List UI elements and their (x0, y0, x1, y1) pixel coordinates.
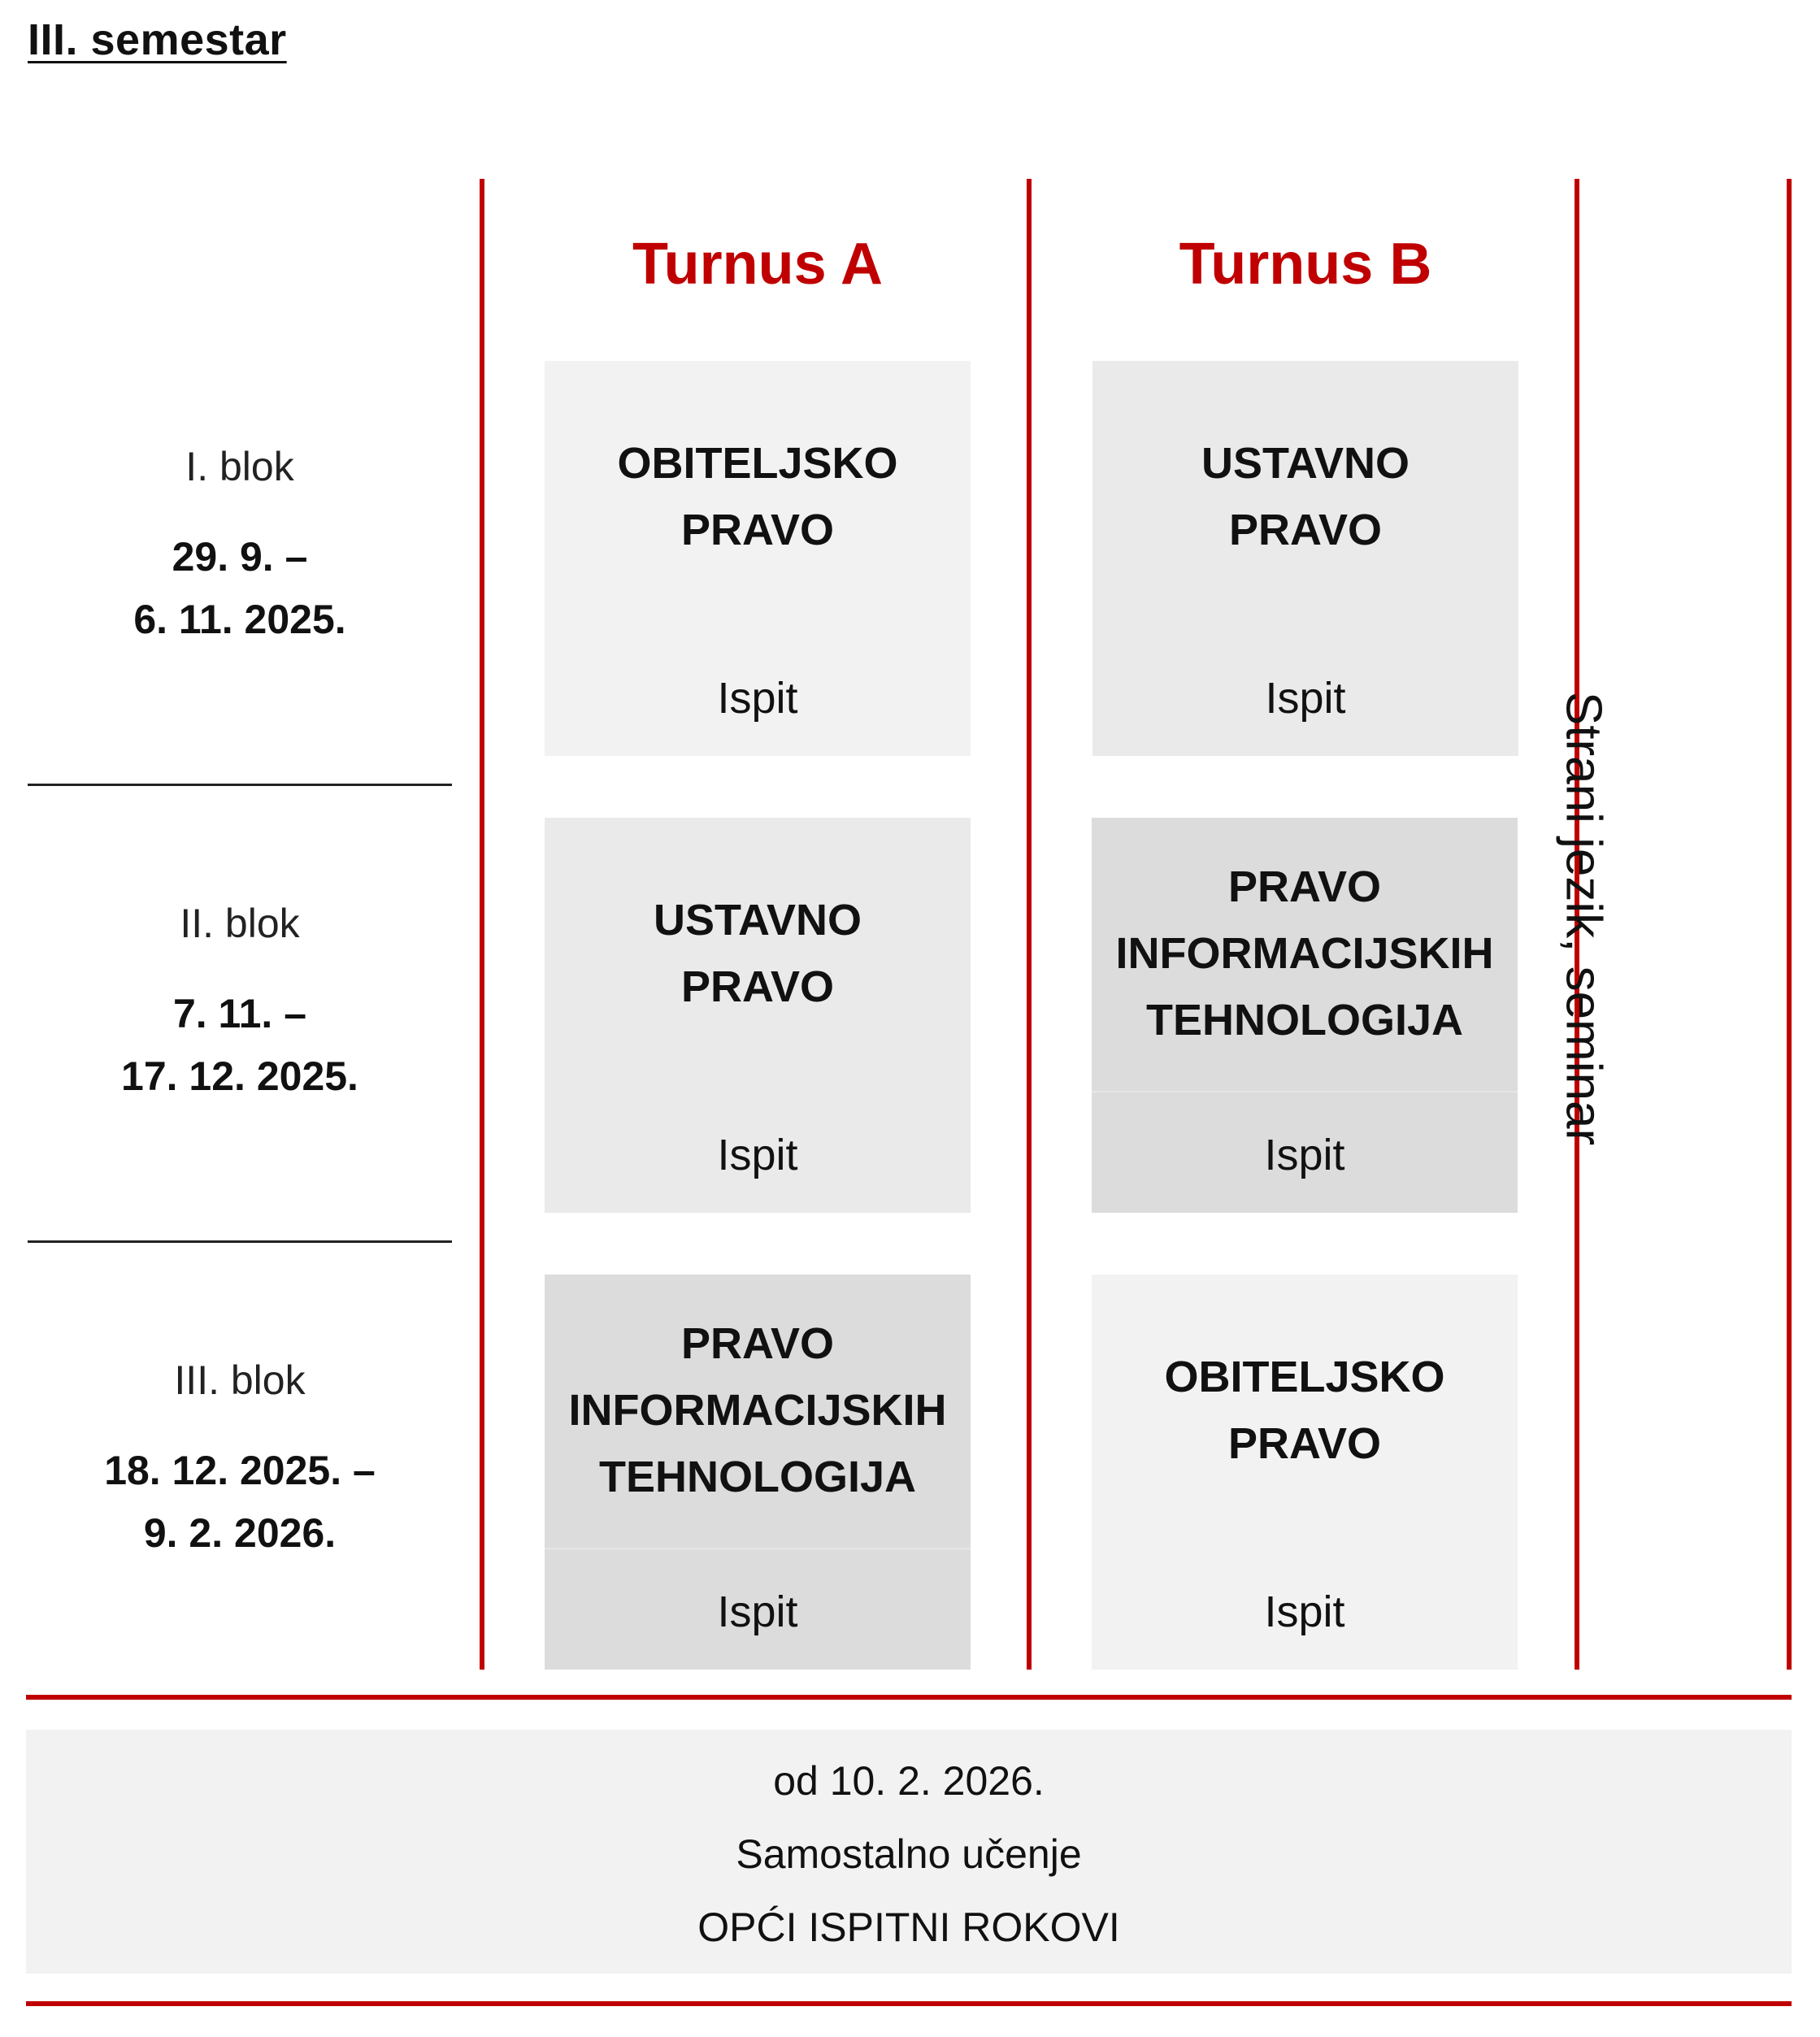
exam-label: Ispit (1264, 1131, 1345, 1179)
block-separator (28, 784, 452, 786)
course-card-a3 (545, 1275, 971, 1670)
course-title-line: TEHNOLOGIJA (598, 1453, 917, 1501)
card-divider (545, 1548, 971, 1549)
column-header-turnus-a: Turnus A (632, 232, 883, 297)
course-card-a1 (545, 361, 971, 756)
course-title (545, 887, 971, 1020)
block-name: III. blok (174, 1357, 306, 1403)
column-divider (480, 179, 484, 1670)
course-title-line: OBITELJSKO (617, 439, 898, 488)
course-title-line: USTAVNO (654, 896, 862, 945)
block-label-3 (28, 1357, 452, 1565)
course-title-line: OBITELJSKO (1164, 1353, 1445, 1401)
course-title (1092, 1344, 1518, 1477)
course-title (545, 1310, 971, 1510)
block-name: I. blok (185, 444, 294, 489)
block-date-to: 9. 2. 2026. (143, 1510, 337, 1556)
bottom-exams: OPĆI ISPITNI ROKOVI (697, 1905, 1120, 1950)
block-date-from: 29. 9. – (172, 534, 308, 580)
side-label: Strani jezik, seminar (1555, 691, 1612, 1146)
course-title-line: PRAVO (680, 1319, 835, 1368)
course-title (1092, 430, 1518, 563)
course-card-b1 (1092, 361, 1518, 756)
exam-label: Ispit (717, 1131, 798, 1179)
block-separator (28, 1240, 452, 1243)
course-card-b3 (1092, 1275, 1518, 1670)
block-label-2 (28, 900, 452, 1108)
course-title (545, 430, 971, 563)
exam-label: Ispit (717, 1587, 798, 1636)
course-title-line: PRAVO (680, 506, 835, 554)
bottom-rule (26, 1695, 1792, 1700)
column-header-turnus-b: Turnus B (1179, 232, 1432, 297)
block-date-from: 7. 11. – (172, 991, 307, 1036)
bottom-rule (26, 2001, 1792, 2006)
course-title-line: USTAVNO (1201, 439, 1410, 488)
course-card-a2 (545, 818, 971, 1213)
card-divider (1092, 1091, 1518, 1092)
course-title-line: PRAVO (1227, 862, 1382, 911)
course-card-b2 (1092, 818, 1518, 1213)
column-divider (1787, 179, 1792, 1670)
course-title-line: INFORMACIJSKIH (568, 1386, 947, 1435)
bottom-panel (26, 1730, 1792, 1974)
bottom-date: od 10. 2. 2026. (773, 1758, 1045, 1804)
course-title-line: PRAVO (1227, 1419, 1382, 1468)
course-title-line: PRAVO (680, 962, 835, 1011)
block-name: II. blok (180, 901, 300, 946)
course-title-line: PRAVO (1228, 506, 1383, 554)
bottom-study: Samostalno učenje (736, 1831, 1082, 1877)
exam-label: Ispit (1264, 1587, 1345, 1636)
exam-label: Ispit (1265, 674, 1346, 723)
block-label-1 (28, 443, 452, 651)
block-date-to: 6. 11. 2025. (133, 597, 346, 642)
exam-label: Ispit (717, 674, 798, 723)
page-title: III. semestar (28, 15, 287, 64)
course-title-line: TEHNOLOGIJA (1145, 996, 1464, 1045)
course-title (1092, 853, 1518, 1053)
block-date-from: 18. 12. 2025. – (104, 1448, 376, 1493)
column-divider (1027, 179, 1032, 1670)
block-date-to: 17. 12. 2025. (121, 1053, 358, 1099)
course-title-line: INFORMACIJSKIH (1115, 929, 1494, 978)
